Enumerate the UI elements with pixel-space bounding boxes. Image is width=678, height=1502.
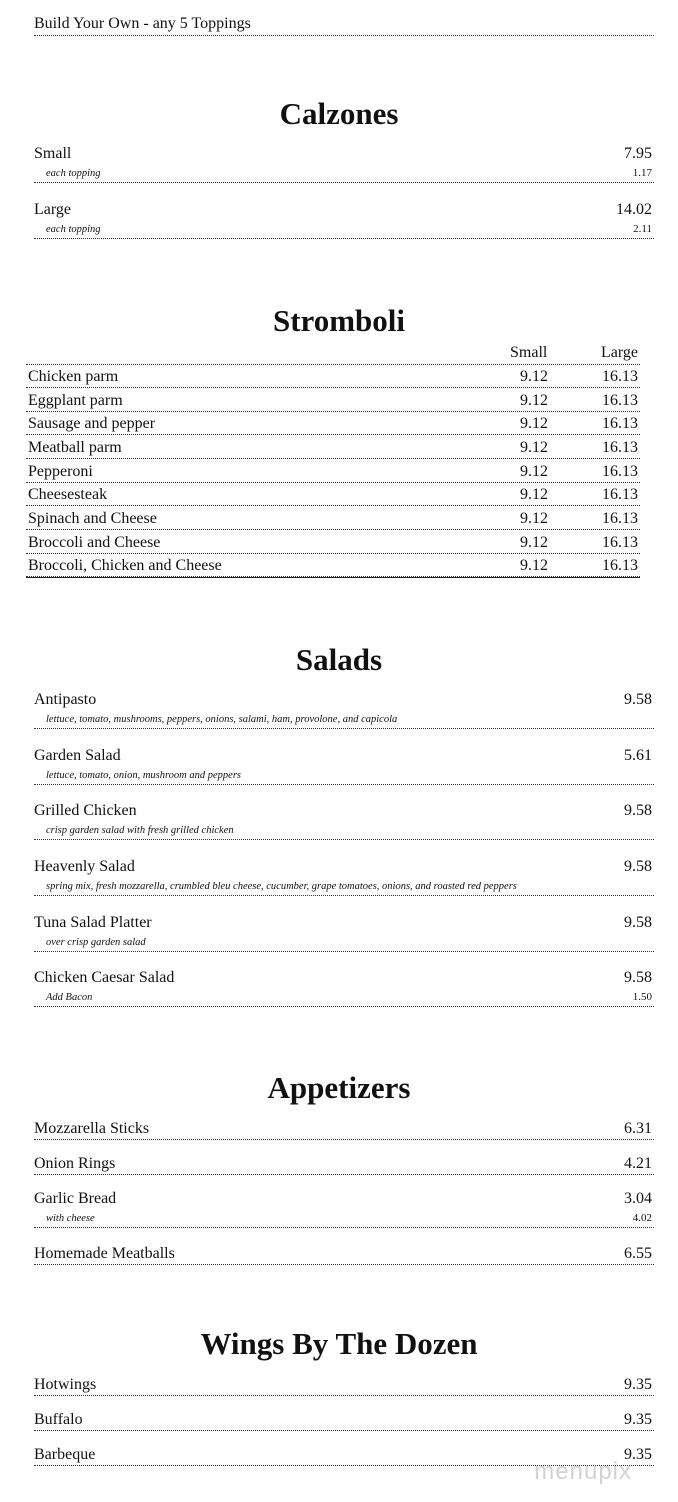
item-name: Broccoli, Chicken and Cheese <box>28 557 222 574</box>
item-name: Heavenly Salad <box>34 858 135 875</box>
item-name: Grilled Chicken <box>34 802 137 819</box>
item-subprice: 4.02 <box>632 1212 652 1224</box>
appetizer-row <box>34 1187 654 1228</box>
item-price: 9.35 <box>624 1411 652 1428</box>
item-description: each topping <box>46 224 101 235</box>
large-price: 16.13 <box>602 534 638 551</box>
large-price: 16.13 <box>602 439 638 456</box>
item-name: Broccoli and Cheese <box>28 534 161 551</box>
salad-row <box>34 744 654 785</box>
item-price: 9.58 <box>624 914 652 931</box>
appetizer-row <box>34 1242 654 1265</box>
calzones-title: Calzones <box>279 96 399 131</box>
item-price: 6.31 <box>624 1120 652 1137</box>
salad-row <box>34 799 654 840</box>
item-description: over crisp garden salad <box>46 937 146 948</box>
small-price: 9.12 <box>520 463 548 480</box>
large-price: 16.13 <box>602 415 638 432</box>
item-description: crisp garden salad with fresh grilled chicken <box>46 825 234 836</box>
small-price: 9.12 <box>520 510 548 527</box>
item-name: Antipasto <box>34 691 97 708</box>
large-price: 16.13 <box>602 463 638 480</box>
wings-row <box>34 1373 654 1396</box>
item-name: Mozzarella Sticks <box>34 1120 150 1137</box>
table-row <box>26 554 640 577</box>
item-name: Eggplant parm <box>28 392 123 409</box>
table-row <box>26 507 640 530</box>
small-price: 9.12 <box>520 486 548 503</box>
small-price: 9.12 <box>520 439 548 456</box>
calzone-small-row <box>34 142 654 183</box>
item-description: spring mix, fresh mozzarella, crumbled bleu cheese, cucumber, grape tomatoes, onions, and roasted red peppers <box>46 881 517 892</box>
stromboli-bottom-rule <box>26 577 640 578</box>
salads-title: Salads <box>295 642 383 677</box>
item-description: lettuce, tomato, onion, mushroom and peppers <box>46 770 242 781</box>
small-price: 9.12 <box>520 534 548 551</box>
item-price: 9.58 <box>624 802 652 819</box>
item-description: with cheese <box>46 1213 95 1224</box>
build-your-own-line: Build Your Own - any 5 Toppings <box>34 14 654 36</box>
table-row <box>26 483 640 506</box>
salad-row <box>34 966 654 1007</box>
stromboli-column-header <box>26 344 640 365</box>
item-price: 6.55 <box>624 1245 652 1262</box>
item-subprice: 1.50 <box>632 991 652 1003</box>
appetizer-row <box>34 1152 654 1175</box>
col-small-label: Small <box>510 344 548 361</box>
large-price: 16.13 <box>602 510 638 527</box>
item-price: 14.02 <box>616 201 652 218</box>
item-price: 9.35 <box>624 1446 652 1463</box>
item-price: 7.95 <box>624 145 652 162</box>
item-price: 9.58 <box>624 969 652 986</box>
small-price: 9.12 <box>520 557 548 574</box>
large-price: 16.13 <box>602 392 638 409</box>
large-price: 16.13 <box>602 557 638 574</box>
item-name: Garlic Bread <box>34 1190 117 1207</box>
item-price: 3.04 <box>624 1190 652 1207</box>
item-name: Spinach and Cheese <box>28 510 157 527</box>
item-price: 4.21 <box>624 1155 652 1172</box>
item-subprice: 2.11 <box>633 223 652 235</box>
item-name: Onion Rings <box>34 1155 116 1172</box>
item-name: Chicken parm <box>28 368 119 385</box>
item-name: Sausage and pepper <box>28 415 156 432</box>
table-row <box>26 460 640 483</box>
small-price: 9.12 <box>520 415 548 432</box>
item-name: Pepperoni <box>28 463 93 480</box>
table-row <box>26 365 640 388</box>
item-price: 9.35 <box>624 1376 652 1393</box>
large-price: 16.13 <box>602 486 638 503</box>
salad-row <box>34 911 654 952</box>
wings-row <box>34 1408 654 1431</box>
item-price: 5.61 <box>624 747 652 764</box>
table-row <box>26 531 640 554</box>
calzone-large-row <box>34 198 654 239</box>
item-price: 9.58 <box>624 858 652 875</box>
item-name: Barbeque <box>34 1446 96 1463</box>
item-price: 9.58 <box>624 691 652 708</box>
table-row <box>26 389 640 412</box>
item-description: Add Bacon <box>46 992 93 1003</box>
item-name: Garden Salad <box>34 747 121 764</box>
appetizer-row <box>34 1117 654 1140</box>
item-name: Buffalo <box>34 1411 83 1428</box>
item-name: Meatball parm <box>28 439 122 456</box>
item-name: Homemade Meatballs <box>34 1245 175 1262</box>
stromboli-title: Stromboli <box>272 303 406 338</box>
item-description: lettuce, tomato, mushrooms, peppers, onions, salami, ham, provolone, and capicola <box>46 714 398 725</box>
item-name: Tuna Salad Platter <box>34 914 152 931</box>
item-subprice: 1.17 <box>632 167 652 179</box>
item-name: Small <box>34 145 72 162</box>
small-price: 9.12 <box>520 392 548 409</box>
item-name: Cheesesteak <box>28 486 108 503</box>
large-price: 16.13 <box>602 368 638 385</box>
menupix-watermark: menupix <box>534 1458 632 1485</box>
table-row <box>26 412 640 435</box>
item-description: each topping <box>46 168 101 179</box>
small-price: 9.12 <box>520 368 548 385</box>
salad-row <box>34 688 654 729</box>
table-row <box>26 436 640 459</box>
salad-row <box>34 855 654 896</box>
item-name: Large <box>34 201 72 218</box>
col-large-label: Large <box>600 344 638 361</box>
item-name: Hotwings <box>34 1376 97 1393</box>
wings-title: Wings By The Dozen <box>200 1326 478 1361</box>
appetizers-title: Appetizers <box>267 1070 411 1105</box>
item-name: Chicken Caesar Salad <box>34 969 175 986</box>
